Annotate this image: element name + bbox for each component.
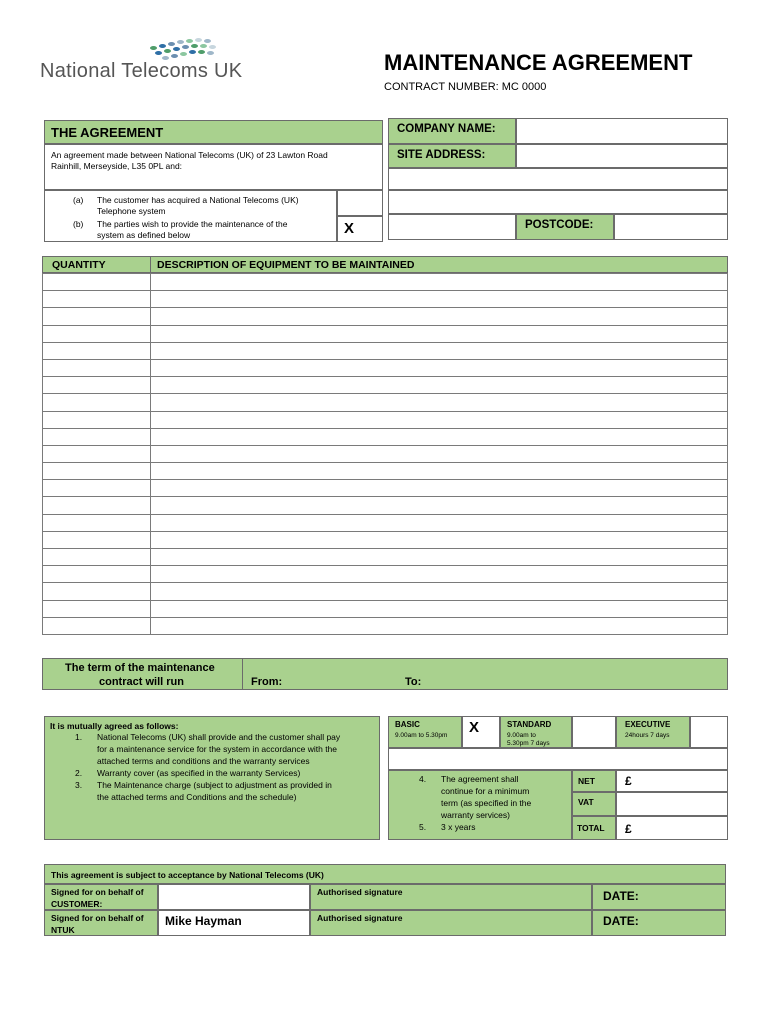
term-label-1: The term of the maintenance (65, 662, 215, 674)
signoff-ntuk-label-cell (44, 910, 158, 936)
signoff-customer-auth-cell[interactable] (310, 884, 592, 910)
table-row (43, 325, 728, 342)
term-to-label: To: (405, 676, 422, 688)
description-cell[interactable] (151, 445, 728, 462)
quantity-cell[interactable] (43, 463, 151, 480)
item-b-label: (b) (73, 219, 84, 229)
minimum-line-3: term (as specified in the (441, 798, 532, 808)
item-a-label: (a) (73, 195, 84, 205)
quantity-cell[interactable] (43, 291, 151, 308)
item-a-text-2: Telephone system (97, 206, 166, 216)
plan-basic-hours: 9.00am to 5.30pm (395, 732, 448, 739)
table-row (43, 308, 728, 325)
quantity-cell[interactable] (43, 342, 151, 359)
site-address-label-cell (388, 144, 516, 168)
table-row (43, 497, 728, 514)
quantity-cell[interactable] (43, 394, 151, 411)
page-title: MAINTENANCE AGREEMENT (384, 50, 693, 75)
site-address-field-4[interactable] (388, 214, 516, 240)
quantity-cell[interactable] (43, 600, 151, 617)
quantity-cell[interactable] (43, 411, 151, 428)
table-row (43, 445, 728, 462)
item-a-text-1: The customer has acquired a National Telecoms (UK) (97, 195, 299, 205)
contract-number: CONTRACT NUMBER: MC 0000 (384, 81, 547, 93)
mutual-item-3-l2: the attached terms and Conditions and the schedule) (97, 792, 297, 802)
signoff-ntuk-auth-label: Authorised signature (317, 913, 403, 923)
table-row (43, 549, 728, 566)
total-value: £ (625, 822, 632, 836)
mutual-item-3-l1: The Maintenance charge (subject to adjustment as provided in (97, 780, 332, 790)
agreement-check-lower[interactable] (337, 216, 383, 242)
site-address-field-3[interactable] (388, 190, 728, 214)
table-row (43, 274, 728, 291)
agreement-intro-line-1: An agreement made between National Telecoms (UK) of 23 Lawton Road (51, 150, 328, 160)
quantity-cell[interactable] (43, 325, 151, 342)
plan-standard-label: STANDARD (507, 720, 552, 729)
quantity-cell[interactable] (43, 480, 151, 497)
minimum-num-4: 4. (419, 774, 427, 784)
plan-standard (500, 716, 572, 748)
agreement-intro-line-2: Rainhill, Merseyside, L35 0PL and: (51, 161, 183, 171)
site-address-field-1[interactable] (516, 144, 728, 168)
agreement-items-box (44, 190, 337, 242)
description-cell[interactable] (151, 549, 728, 566)
description-cell[interactable] (151, 377, 728, 394)
plan-basic (388, 716, 462, 748)
table-row (43, 531, 728, 548)
table-row (43, 617, 728, 634)
description-cell[interactable] (151, 617, 728, 634)
postcode-field[interactable] (614, 214, 728, 240)
description-cell[interactable] (151, 359, 728, 376)
description-cell[interactable] (151, 566, 728, 583)
description-cell[interactable] (151, 394, 728, 411)
description-cell[interactable] (151, 325, 728, 342)
signoff-ntuk-name: Mike Hayman (165, 914, 242, 928)
site-address-field-2[interactable] (388, 168, 728, 190)
signoff-ntuk-line-2: NTUK (51, 925, 75, 935)
table-row (43, 394, 728, 411)
item-b-text-2: system as defined below (97, 230, 191, 240)
net-label: NET (578, 776, 595, 786)
signoff-heading-bar (44, 864, 726, 884)
description-cell[interactable] (151, 497, 728, 514)
quantity-cell[interactable] (43, 445, 151, 462)
table-row (43, 480, 728, 497)
table-row (43, 342, 728, 359)
table-row (43, 566, 728, 583)
table-row (43, 583, 728, 600)
site-address-label: SITE ADDRESS: (397, 149, 486, 161)
table-row (43, 428, 728, 445)
table-row (43, 291, 728, 308)
net-label-cell (572, 770, 616, 792)
signoff-customer-auth-label: Authorised signature (317, 887, 403, 897)
signoff-ntuk-auth-cell[interactable] (310, 910, 592, 936)
term-bar (42, 658, 728, 690)
description-cell[interactable] (151, 531, 728, 548)
equipment-table (42, 273, 728, 635)
company-name-label-cell (388, 118, 516, 144)
table-row (43, 411, 728, 428)
quantity-cell[interactable] (43, 583, 151, 600)
signoff-customer-date-cell[interactable] (592, 884, 726, 910)
plan-basic-mark: X (469, 719, 480, 736)
signoff-ntuk-name-field[interactable] (158, 910, 310, 936)
description-cell[interactable] (151, 428, 728, 445)
mutual-item-3-num: 3. (75, 780, 83, 790)
signoff-customer-label-cell (44, 884, 158, 910)
net-value: £ (625, 774, 632, 788)
postcode-label: POSTCODE: (525, 219, 594, 231)
quantity-cell[interactable] (43, 531, 151, 548)
signoff-customer-date-label: DATE: (603, 889, 639, 903)
table-row (43, 514, 728, 531)
signoff-heading: This agreement is subject to acceptance by National Telecoms (UK) (51, 870, 324, 880)
mutual-item-2-l1: Warranty cover (as specified in the warranty Services) (97, 768, 301, 778)
total-label: TOTAL (577, 823, 605, 833)
term-label-2: contract will run (99, 676, 184, 688)
description-cell[interactable] (151, 514, 728, 531)
signoff-ntuk-line-1: Signed for on behalf of (51, 913, 144, 923)
plan-standard-hours-1: 9.00am to (507, 732, 536, 739)
equipment-header (42, 256, 728, 273)
postcode-label-cell (516, 214, 614, 240)
plan-basic-label: BASIC (395, 720, 420, 729)
table-row (43, 463, 728, 480)
mutual-item-1-l2: for a maintenance service for the system in accordance with the (97, 744, 338, 754)
quantity-header: QUANTITY (52, 259, 106, 271)
description-cell[interactable] (151, 308, 728, 325)
table-row (43, 600, 728, 617)
mutual-item-1-num: 1. (75, 732, 83, 742)
agreement-intro-box (44, 144, 383, 190)
description-header: DESCRIPTION OF EQUIPMENT TO BE MAINTAINED (157, 259, 415, 271)
total-field[interactable] (616, 816, 728, 840)
quantity-cell[interactable] (43, 308, 151, 325)
logo-text: National Telecoms UK (40, 60, 243, 82)
description-cell[interactable] (151, 274, 728, 291)
minimum-line-2: continue for a minimum (441, 786, 530, 796)
quantity-cell[interactable] (43, 274, 151, 291)
company-name-label: COMPANY NAME: (397, 123, 496, 135)
description-cell[interactable] (151, 600, 728, 617)
plan-executive-hours: 24hours 7 days (625, 732, 670, 739)
signoff-ntuk-date-cell[interactable] (592, 910, 726, 936)
plan-standard-check[interactable] (572, 716, 616, 748)
signoff-customer-line-1: Signed for on behalf of (51, 887, 144, 897)
mutual-box (44, 716, 380, 840)
minimum-num-5: 5. (419, 822, 427, 832)
vat-label: VAT (578, 797, 594, 807)
plan-standard-hours-2: 5.30pm 7 days (507, 740, 550, 747)
vat-field[interactable] (616, 792, 728, 816)
description-cell[interactable] (151, 480, 728, 497)
description-cell[interactable] (151, 291, 728, 308)
quantity-cell[interactable] (43, 514, 151, 531)
table-row (43, 359, 728, 376)
agreement-check-upper[interactable] (337, 190, 383, 216)
agreement-heading: THE AGREEMENT (51, 125, 164, 140)
minimum-years: 3 x years (441, 822, 476, 832)
signoff-ntuk-date-label: DATE: (603, 914, 639, 928)
net-field[interactable] (616, 770, 728, 792)
quantity-cell[interactable] (43, 377, 151, 394)
description-cell[interactable] (151, 463, 728, 480)
quantity-cell[interactable] (43, 566, 151, 583)
total-label-cell (572, 816, 616, 840)
company-name-field[interactable] (516, 118, 728, 144)
plan-blank-row (388, 748, 728, 770)
quantity-cell[interactable] (43, 497, 151, 514)
item-b-text-1: The parties wish to provide the maintenance of the (97, 219, 288, 229)
description-cell[interactable] (151, 342, 728, 359)
term-from-label: From: (251, 676, 283, 688)
signoff-customer-line-2: CUSTOMER: (51, 899, 103, 909)
plan-executive (616, 716, 690, 748)
plan-executive-check[interactable] (690, 716, 728, 748)
signoff-customer-name-field[interactable] (158, 884, 310, 910)
description-cell[interactable] (151, 583, 728, 600)
minimum-line-4: warranty services) (441, 810, 510, 820)
plan-basic-check[interactable] (462, 716, 500, 748)
mutual-item-1-l3: attached terms and conditions and the warranty services (97, 756, 310, 766)
mutual-item-2-num: 2. (75, 768, 83, 778)
quantity-cell[interactable] (43, 549, 151, 566)
quantity-cell[interactable] (43, 617, 151, 634)
mutual-item-1-l1: National Telecoms (UK) shall provide and the customer shall pay (97, 732, 341, 742)
agreement-heading-bar (44, 120, 383, 144)
agreement-mark: X (344, 220, 355, 237)
vat-label-cell (572, 792, 616, 816)
description-cell[interactable] (151, 411, 728, 428)
minimum-term-box (388, 770, 572, 840)
plan-executive-label: EXECUTIVE (625, 720, 671, 729)
quantity-cell[interactable] (43, 428, 151, 445)
mutual-heading: It is mutually agreed as follows: (50, 721, 179, 731)
quantity-cell[interactable] (43, 359, 151, 376)
table-row (43, 377, 728, 394)
minimum-line-1: The agreement shall (441, 774, 519, 784)
